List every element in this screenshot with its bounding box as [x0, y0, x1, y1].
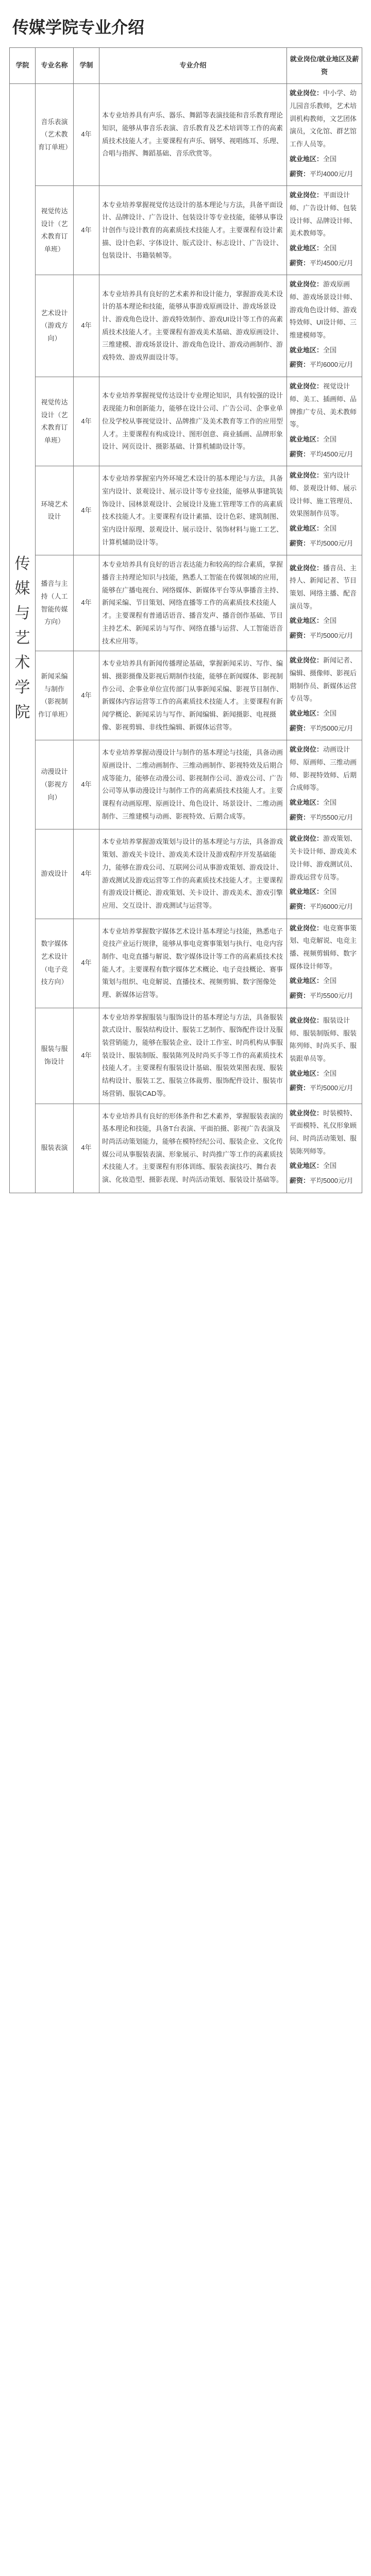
major-name-cell: 游戏设计 [36, 829, 74, 919]
career-text: 平均4500元/月 [310, 450, 353, 458]
career-cell [287, 466, 362, 555]
career-text: 全国 [323, 346, 337, 354]
career-line [290, 1107, 359, 1158]
career-text: 平均5000元/月 [310, 1176, 353, 1184]
table-row [10, 84, 362, 186]
major-name-cell: 视觉传达设计（艺术教育订单班） [36, 377, 74, 466]
career-line [290, 359, 359, 371]
career-text: 中小学、幼儿园音乐教师，艺术培训机构教师，文艺团体演员，文化馆、群艺馆工作人员等。 [290, 89, 357, 148]
years-cell: 4年 [74, 555, 99, 651]
career-line [290, 242, 359, 255]
career-line [290, 922, 359, 973]
table-row [10, 919, 362, 1008]
career-text: 平面设计师、广告设计师、包装设计师、品牌设计师、美术教师等。 [290, 191, 357, 238]
career-text: 电竞赛事策划、电竞解说、电竞主播、视频剪辑师、数字媒体设计师等。 [290, 924, 357, 970]
career-label: 就业岗位： [290, 191, 324, 199]
career-label: 薪资： [290, 1084, 310, 1092]
career-text: 全国 [323, 244, 337, 252]
years-cell: 4年 [74, 829, 99, 919]
major-name-cell: 播音与主持（人工智能传媒方向） [36, 555, 74, 651]
career-label: 就业地区： [290, 524, 324, 532]
career-label: 薪资： [290, 724, 310, 732]
career-line [290, 811, 359, 824]
career-label: 就业岗位： [290, 471, 324, 480]
career-text: 服装设计师、服装制版师、服装陈列师、时尚买手、服装跟单员等。 [290, 1016, 357, 1063]
career-line [290, 1082, 359, 1095]
career-label: 就业岗位： [290, 656, 324, 665]
career-label: 就业地区： [290, 346, 324, 354]
table-row [10, 740, 362, 829]
career-line [290, 722, 359, 735]
header-years: 学制 [74, 48, 99, 84]
career-text: 动画设计师、原画师、三维动画师、影视特效师、后期合成师等。 [290, 745, 357, 792]
major-name-cell: 艺术设计（游戏方向） [36, 275, 74, 377]
career-line [290, 448, 359, 461]
major-intro-cell: 本专业培养掌握室内外环境艺术设计的基本理论与方法，具备室内设计、景观设计、展示设计等专业技能，能够从事建筑装饰设计、园林景观设计、会展设计及施工管理等工作的高素质技术技能人才。主要课程有设计素描、设计色彩、建筑制图、室内设计原理、景观设计、展示设计、装饰材料与施工工艺、计算机辅助设计等。 [99, 466, 287, 555]
major-intro-cell: 本专业培养具有良好的艺术素养和设计能力，掌握游戏美术设计的基本理论和技能，能够从事游戏原画设计、游戏场景设计、游戏角色设计、游戏特效制作、游戏UI设计等工作的高素质技术技能人才。主要课程有游戏美术基础、游戏原画设计、三维建模、游戏场景设计、游戏角色设计、游戏动画制作、游戏特效、游戏界面设计等。 [99, 275, 287, 377]
career-label: 就业地区： [290, 709, 324, 717]
career-label: 就业地区： [290, 888, 324, 896]
career-line [290, 886, 359, 899]
table-row [10, 829, 362, 919]
career-cell [287, 1104, 362, 1193]
career-line [290, 654, 359, 705]
major-name-cell: 动漫设计（影视方向） [36, 740, 74, 829]
career-cell [287, 829, 362, 919]
career-cell [287, 377, 362, 466]
career-line [290, 743, 359, 794]
years-cell: 4年 [74, 186, 99, 275]
major-name-cell: 新闻采编与制作（影视制作订单班） [36, 651, 74, 740]
career-line [290, 522, 359, 535]
major-name-cell: 视觉传达设计（艺术教育订单班） [36, 186, 74, 275]
table-body [10, 84, 362, 1193]
table-row [10, 377, 362, 466]
header-major: 专业名称 [36, 48, 74, 84]
career-label: 薪资： [290, 1176, 310, 1184]
major-name-cell: 环境艺术设计 [36, 466, 74, 555]
header-career: 就业岗位/就业地区及薪资 [287, 48, 362, 84]
career-label: 薪资： [290, 450, 310, 458]
major-intro-cell: 本专业培养掌握视觉传达设计的基本理论与方法，具备平面设计、品牌设计、广告设计、包装设计等专业技能，能够从事设计创作与设计教育的高素质技术技能人才。主要课程有设计素描、设计色彩、字体设计、版式设计、标志设计、广告设计、包装设计、书籍装帧等。 [99, 186, 287, 275]
career-text: 全国 [323, 435, 337, 443]
years-cell: 4年 [74, 651, 99, 740]
career-label: 就业地区： [290, 244, 324, 252]
career-text: 平均6000元/月 [310, 902, 353, 910]
career-cell [287, 186, 362, 275]
career-label: 薪资： [290, 902, 310, 910]
career-label: 薪资： [290, 539, 310, 547]
table-row [10, 275, 362, 377]
major-intro-cell: 本专业培养具有新闻传播理论基础，掌握新闻采访、写作、编辑、摄影摄像及影视后期制作技能，能够在新闻媒体、影视制作公司、企事业单位宣传部门从事新闻采编、影视节目制作、新媒体内容运营等工作的高素质技术技能人才。主要课程有新闻学概论、新闻采访与写作、新闻编辑、新闻摄影、电视摄像、影视剪辑、非线性编辑、新媒体运营等。 [99, 651, 287, 740]
career-text: 平均4000元/月 [310, 170, 353, 178]
table-row [10, 1104, 362, 1193]
career-line [290, 1067, 359, 1080]
career-text: 平均5500元/月 [310, 813, 353, 821]
career-label: 薪资： [290, 813, 310, 821]
career-label: 就业岗位： [290, 564, 324, 572]
career-line [290, 630, 359, 642]
career-label: 就业地区： [290, 799, 324, 807]
career-line [290, 833, 359, 884]
major-intro-cell: 本专业培养具有声乐、器乐、舞蹈等表演技能和音乐教育理论知识，能够从事音乐表演、音乐教育及艺术培训等工作的高素质技术技能人才。主要课程有声乐、钢琴、视唱练耳、乐理、合唱与指挥、舞蹈基础、音乐欣赏等。 [99, 84, 287, 186]
career-label: 就业岗位： [290, 280, 324, 289]
career-label: 就业地区： [290, 977, 324, 985]
years-cell: 4年 [74, 1008, 99, 1104]
career-text: 平均5000元/月 [310, 1084, 353, 1092]
career-text: 游戏原画师、游戏场景设计师、游戏角色设计师、游戏特效师、UI设计师、三维建模师等。 [290, 280, 357, 340]
career-text: 平均6000元/月 [310, 361, 353, 369]
career-text: 全国 [323, 799, 337, 807]
career-label: 就业地区： [290, 617, 324, 625]
career-line [290, 990, 359, 1003]
career-cell [287, 1008, 362, 1104]
career-label: 就业岗位： [290, 835, 324, 843]
career-label: 就业地区： [290, 155, 324, 163]
major-table [9, 47, 362, 1193]
career-line [290, 257, 359, 270]
career-text: 全国 [323, 1069, 337, 1077]
table-header-row [10, 48, 362, 84]
major-intro-cell: 本专业培养掌握服装与服饰设计的基本理论与方法，具备服装款式设计、服装结构设计、服装工艺制作、服饰配件设计及服装营销能力，能够在服装企业、设计工作室、时尚机构从事服装设计、服装制版、服装陈列及时尚买手等工作的高素质技术技能人才。主要课程有服装设计基础、服装效果图表现、服装结构设计、服装工艺、服装立体裁剪、服饰配件设计、服装市场营销、服装CAD等。 [99, 1008, 287, 1104]
career-text: 全国 [323, 617, 337, 625]
years-cell: 4年 [74, 84, 99, 186]
major-intro-cell: 本专业培养掌握视觉传达设计专业理论知识，具有较强的设计表现能力和创新能力，能够在设计公司、广告公司、企事业单位及学校从事视觉设计、品牌推广及美术教育等工作的应用型人才。主要课程有构成设计、图形创意、商业插画、品牌形象设计、网页设计、摄影基础、计算机辅助设计等。 [99, 377, 287, 466]
table-row [10, 466, 362, 555]
career-line [290, 1160, 359, 1173]
career-text: 平均5000元/月 [310, 724, 353, 732]
career-text: 全国 [323, 1162, 337, 1170]
career-label: 薪资： [290, 992, 310, 999]
career-text: 全国 [323, 709, 337, 717]
career-label: 就业岗位： [290, 1016, 324, 1025]
career-cell [287, 84, 362, 186]
document-page [0, 0, 371, 1209]
years-cell: 4年 [74, 1104, 99, 1193]
career-text: 平均5500元/月 [310, 992, 353, 999]
career-line [290, 168, 359, 181]
career-line [290, 975, 359, 988]
career-line [290, 537, 359, 550]
career-cell [287, 555, 362, 651]
career-text: 平均4500元/月 [310, 259, 353, 267]
career-cell [287, 740, 362, 829]
career-text: 全国 [323, 888, 337, 896]
career-label: 薪资： [290, 170, 310, 178]
header-intro: 专业介绍 [99, 48, 287, 84]
career-text: 平均5000元/月 [310, 539, 353, 547]
career-line [290, 1175, 359, 1188]
career-line [290, 344, 359, 357]
career-label: 就业地区： [290, 435, 324, 443]
career-text: 游戏策划、关卡设计师、游戏美术设计师、游戏测试员、游戏运营专员等。 [290, 835, 357, 881]
major-intro-cell: 本专业培养具有良好的语言表达能力和较高的综合素质，掌握播音主持理论知识与技能，熟悉人工智能在传媒领域的应用，能够在广播电视台、网络媒体、新媒体平台等从事播音主持、新闻采编、节目策划、网络直播等工作的高素质技术技能人才。主要课程有普通话语音、播音发声、播音创作基础、节目主持艺术、新闻采访与写作、网络直播与运营、人工智能语音技术应用等。 [99, 555, 287, 651]
career-text: 全国 [323, 977, 337, 985]
career-line [290, 1014, 359, 1065]
career-label: 就业地区： [290, 1069, 324, 1077]
career-label: 薪资： [290, 361, 310, 369]
major-name-cell: 服装与服饰设计 [36, 1008, 74, 1104]
career-line [290, 469, 359, 520]
years-cell: 4年 [74, 466, 99, 555]
document-title: 传媒学院专业介绍 [12, 18, 145, 37]
career-cell [287, 275, 362, 377]
college-name-cell: 传媒与艺术学院 [10, 84, 36, 1193]
career-line [290, 796, 359, 809]
career-text: 全国 [323, 524, 337, 532]
career-line [290, 707, 359, 720]
years-cell: 4年 [74, 377, 99, 466]
career-label: 就业岗位： [290, 924, 324, 932]
major-intro-cell: 本专业培养具有良好的形体条件和艺术素养，掌握服装表演的基本理论和技能，具备T台表演、平面拍摄、影视广告表演及时尚活动策划能力，能够在模特经纪公司、服装企业、文化传媒公司从事服装表演、形象展示、时尚推广等工作的高素质技术技能人才。主要课程有形体训练、服装表演技巧、舞台表演、化妆造型、摄影表现、时尚活动策划、服装设计基础等。 [99, 1104, 287, 1193]
years-cell: 4年 [74, 919, 99, 1008]
career-line [290, 87, 359, 150]
career-text: 室内设计师、景观设计师、展示设计师、施工管理员、效果图制作员等。 [290, 471, 357, 518]
major-intro-cell: 本专业培养掌握数字媒体艺术设计基本理论与技能，熟悉电子竞技产业运行规律，能够从事电竞赛事策划与执行、电竞内容制作、电竞直播与解说、数字媒体设计等工作的高素质技术技能人才。主要课程有数字媒体艺术概论、电子竞技概论、赛事策划与组织、电竞解说、直播技术、视频剪辑、数字图像处理、新媒体运营等。 [99, 919, 287, 1008]
career-label: 就业岗位： [290, 745, 324, 754]
career-text: 平均5000元/月 [310, 632, 353, 640]
career-label: 薪资： [290, 632, 310, 640]
career-line [290, 153, 359, 166]
table-row [10, 555, 362, 651]
career-line [290, 433, 359, 446]
career-text: 新闻记者、编辑、摄像师、影视后期制作员、新媒体运营专员等。 [290, 656, 357, 703]
career-text: 时装模特、平面模特、礼仪形象顾问、时尚活动策划、服装陈列师等。 [290, 1109, 357, 1155]
career-line [290, 615, 359, 628]
career-label: 就业岗位： [290, 89, 324, 97]
career-line [290, 278, 359, 342]
major-intro-cell: 本专业培养掌握游戏策划与设计的基本理论与方法，具备游戏策划、游戏关卡设计、游戏美术设计及游戏程序开发基础能力，能够在游戏公司、互联网公司从事游戏策划、游戏设计、游戏测试及游戏运营等工作的高素质技术技能人才。主要课程有游戏设计概论、游戏策划、关卡设计、游戏美术、游戏引擎应用、交互设计、游戏测试与运营等。 [99, 829, 287, 919]
major-name-cell: 音乐表演（艺术教育订单班） [36, 84, 74, 186]
career-line [290, 189, 359, 240]
table-row [10, 1008, 362, 1104]
years-cell: 4年 [74, 740, 99, 829]
major-intro-cell: 本专业培养掌握动漫设计与制作的基本理论与技能，具备动画原画设计、二维动画制作、三维动画制作、影视特效及后期合成等能力，能够在动漫公司、影视制作公司、游戏公司、广告公司等从事动漫设计与制作工作的高素质技术技能人才。主要课程有动画原理、原画设计、角色设计、场景设计、二维动画制作、三维建模与动画、影视特效、后期合成等。 [99, 740, 287, 829]
major-name-cell: 数字媒体艺术设计（电子竞技方向） [36, 919, 74, 1008]
career-cell [287, 919, 362, 1008]
career-line [290, 901, 359, 913]
table-row [10, 186, 362, 275]
header-college: 学院 [10, 48, 36, 84]
career-text: 播音员、主持人、新闻记者、节目策划、网络主播、配音演员等。 [290, 564, 357, 610]
career-label: 就业岗位： [290, 382, 324, 391]
career-label: 薪资： [290, 259, 310, 267]
career-cell [287, 651, 362, 740]
career-label: 就业岗位： [290, 1109, 324, 1117]
career-text: 视觉设计师、美工、插画师、品牌推广专员、美术教师等。 [290, 382, 357, 429]
career-label: 就业地区： [290, 1162, 324, 1170]
career-text: 全国 [323, 155, 337, 163]
major-name-cell: 服装表演 [36, 1104, 74, 1193]
career-line [290, 562, 359, 613]
career-line [290, 380, 359, 431]
years-cell: 4年 [74, 275, 99, 377]
table-row [10, 651, 362, 740]
